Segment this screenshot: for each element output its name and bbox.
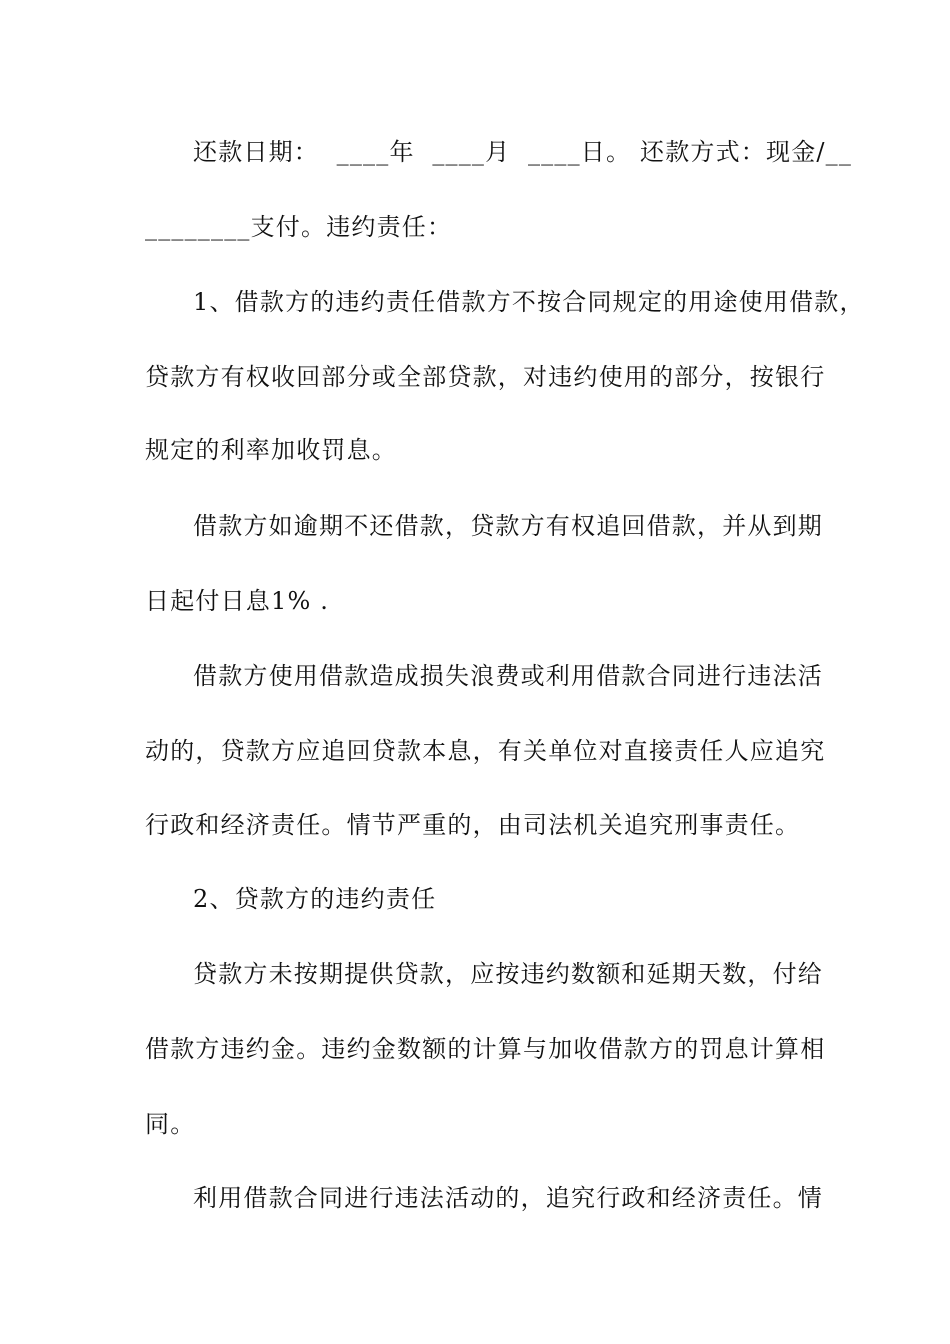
text-line: 贷款方有权收回部分或全部贷款，对违约使用的部分，按银行	[145, 363, 826, 391]
text-line: 行政和经济责任。情节严重的，由司法机关追究刑事责任。	[145, 811, 801, 839]
text-line: 借款方使用借款造成损失浪费或利用借款合同进行违法活	[193, 662, 823, 690]
text-line: 日起付日息1% .	[145, 587, 330, 615]
text-line-repayment-date: 还款日期： ____年 ____月 ____日。 还款方式：现金/__	[193, 138, 853, 166]
text-line: 借款方如逾期不还借款，贷款方有权追回借款，并从到期	[193, 512, 823, 540]
text-line-payment-method: ________支付。违约责任：	[145, 213, 453, 241]
text-line-borrower-liability: 1、借款方的违约责任借款方不按合同规定的用途使用借款，	[193, 288, 865, 316]
text-line: 同。	[145, 1110, 196, 1138]
text-line: 借款方违约金。违约金数额的计算与加收借款方的罚息计算相	[145, 1035, 826, 1063]
text-line: 贷款方未按期提供贷款，应按违约数额和延期天数，付给	[193, 960, 823, 988]
text-line: 利用借款合同进行违法活动的，追究行政和经济责任。情	[193, 1184, 823, 1212]
section-heading-lender-liability: 2、贷款方的违约责任	[193, 885, 437, 913]
text-line: 规定的利率加收罚息。	[145, 436, 397, 464]
text-line: 动的，贷款方应追回贷款本息，有关单位对直接责任人应追究	[145, 737, 826, 765]
